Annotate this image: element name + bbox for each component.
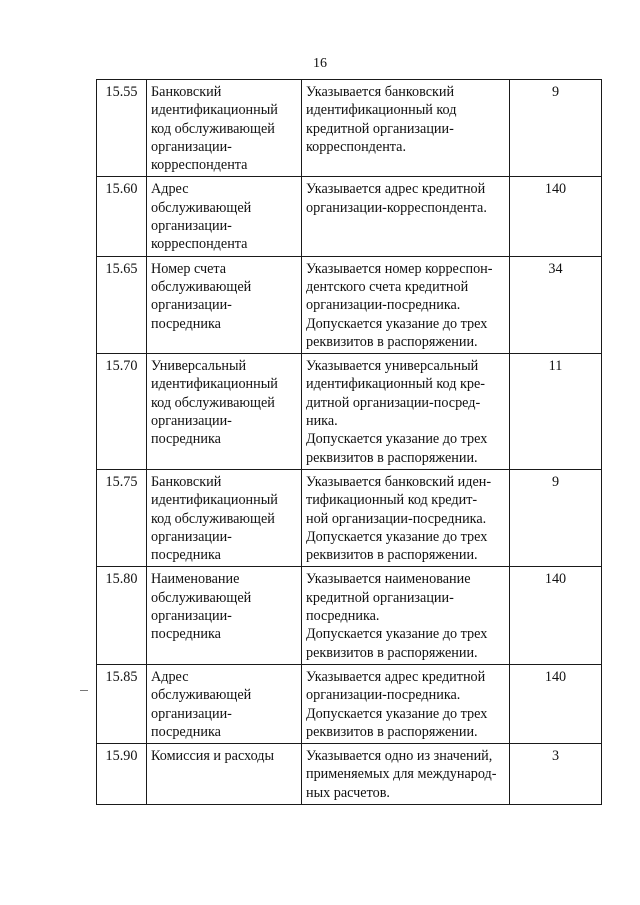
field-name-cell — [147, 744, 302, 805]
field-name-cell-line: организации- — [151, 413, 232, 430]
field-name-cell — [147, 80, 302, 177]
field-name-cell-line: организации- — [151, 705, 232, 722]
description-cell-line: ной организации-посредника. — [306, 510, 487, 527]
description-cell-line: реквизитов в распоряжении. — [306, 547, 478, 564]
description-cell-line: организации-посредника. — [306, 687, 461, 704]
field-name-cell-line: организации- — [151, 218, 232, 235]
page-number: 16 — [313, 56, 327, 71]
max-length-cell: 9 — [510, 469, 602, 566]
description-cell-line: Указывается адрес кредитной — [306, 668, 486, 685]
field-name-cell-line: Наименование — [151, 571, 240, 588]
description-cell-line: тификационный код кредит- — [306, 492, 478, 509]
max-length-cell: 34 — [510, 256, 602, 353]
description-cell-line: реквизитов в распоряжении. — [306, 449, 478, 466]
description-cell — [302, 469, 510, 566]
field-name-cell-line: организации- — [151, 138, 232, 155]
row-number-cell: 15.60 — [97, 177, 147, 256]
description-cell-line: ных расчетов. — [306, 784, 390, 801]
field-name-cell-line: обслуживающей — [151, 199, 252, 216]
field-name-cell-line: посредника — [151, 723, 221, 740]
field-name-cell-line: Адрес — [151, 668, 189, 685]
field-name-cell-line: организации- — [151, 608, 232, 625]
field-name-cell-line: идентификационный — [151, 492, 278, 509]
field-name-cell-line: идентификационный — [151, 376, 278, 393]
description-cell-line: кредитной организации- — [306, 589, 454, 606]
max-length-cell: 140 — [510, 567, 602, 664]
description-cell — [302, 744, 510, 805]
description-cell-line: организации-корреспондента. — [306, 199, 487, 216]
field-name-cell-line: корреспондента — [151, 157, 248, 174]
description-cell-line: применяемых для международ- — [306, 766, 497, 783]
description-cell-line: Допускается указание до трех — [306, 315, 488, 332]
max-length-cell: 140 — [510, 664, 602, 743]
field-name-cell-line: посредника — [151, 626, 221, 643]
description-cell-line: дитной организации-посред- — [306, 394, 481, 411]
description-cell-line: идентификационный код — [306, 102, 457, 119]
description-cell-line: реквизитов в распоряжении. — [306, 644, 478, 661]
description-cell-line: ника. — [306, 413, 338, 430]
max-length-cell: 140 — [510, 177, 602, 256]
field-name-cell-line: идентификационный — [151, 102, 278, 119]
description-cell-line: кредитной организации- — [306, 120, 454, 137]
field-name-cell-line: организации- — [151, 528, 232, 545]
scan-artifact-mark — [80, 690, 88, 691]
description-cell-line: Допускается указание до трех — [306, 705, 488, 722]
description-cell-line: корреспондента. — [306, 138, 407, 155]
description-cell — [302, 567, 510, 664]
description-cell-line: реквизитов в распоряжении. — [306, 723, 478, 740]
description-cell-line: Указывается адрес кредитной — [306, 181, 486, 198]
field-name-cell-line: Универсальный — [151, 358, 247, 375]
table-row — [97, 567, 602, 664]
field-name-cell-line: корреспондента — [151, 236, 248, 253]
field-name-cell-line: Номер счета — [151, 260, 227, 277]
field-name-cell-line: код обслуживающей — [151, 394, 275, 411]
description-cell-line: Указывается банковский иден- — [306, 473, 492, 490]
description-cell-line: Указывается универсальный — [306, 358, 479, 375]
field-name-cell-line: организации- — [151, 297, 232, 314]
description-cell-line: Допускается указание до трех — [306, 431, 488, 448]
field-name-cell-line: Банковский — [151, 473, 222, 490]
row-number-cell: 15.85 — [97, 664, 147, 743]
field-name-cell-line: обслуживающей — [151, 278, 252, 295]
row-number-cell: 15.90 — [97, 744, 147, 805]
requisites-table — [96, 79, 602, 805]
field-name-cell-line: код обслуживающей — [151, 510, 275, 527]
description-cell — [302, 256, 510, 353]
description-cell-line: Указывается наименование — [306, 571, 471, 588]
field-name-cell — [147, 567, 302, 664]
row-number-cell: 15.65 — [97, 256, 147, 353]
field-name-cell-line: Комиссия и расходы — [151, 748, 275, 765]
description-cell-line: реквизитов в распоряжении. — [306, 333, 478, 350]
max-length-cell: 11 — [510, 354, 602, 470]
field-name-cell-line: посредника — [151, 315, 221, 332]
description-cell — [302, 664, 510, 743]
description-cell-line: идентификационный код кре- — [306, 376, 486, 393]
table-row — [97, 744, 602, 805]
description-cell — [302, 354, 510, 470]
max-length-cell: 9 — [510, 80, 602, 177]
description-cell-line: Указывается банковский — [306, 84, 455, 100]
row-number-cell: 15.70 — [97, 354, 147, 470]
field-name-cell-line: посредника — [151, 547, 221, 564]
description-cell-line: Допускается указание до трех — [306, 626, 488, 643]
row-number-cell: 15.75 — [97, 469, 147, 566]
description-cell-line: посредника. — [306, 608, 380, 625]
table-row — [97, 80, 602, 177]
field-name-cell — [147, 177, 302, 256]
table-row — [97, 469, 602, 566]
row-number-cell: 15.80 — [97, 567, 147, 664]
field-name-cell — [147, 664, 302, 743]
description-cell-line: Допускается указание до трех — [306, 528, 488, 545]
table-row — [97, 177, 602, 256]
field-name-cell — [147, 469, 302, 566]
field-name-cell-line: посредника — [151, 431, 221, 448]
field-name-cell-line: код обслуживающей — [151, 120, 275, 137]
field-name-cell-line: обслуживающей — [151, 687, 252, 704]
description-cell-line: организации-посредника. — [306, 297, 461, 314]
max-length-cell: 3 — [510, 744, 602, 805]
table-row — [97, 256, 602, 353]
field-name-cell-line: Банковский — [151, 84, 222, 100]
field-name-cell-line: обслуживающей — [151, 589, 252, 606]
field-name-cell-line: Адрес — [151, 181, 189, 198]
table-row — [97, 354, 602, 470]
description-cell — [302, 177, 510, 256]
field-name-cell — [147, 354, 302, 470]
description-cell-line: Указывается одно из значений, — [306, 748, 493, 765]
description-cell-line: Указывается номер корреспон- — [306, 260, 493, 277]
table-body — [97, 80, 602, 805]
row-number-cell: 15.55 — [97, 80, 147, 177]
description-cell-line: дентского счета кредитной — [306, 278, 469, 295]
table-row — [97, 664, 602, 743]
description-cell — [302, 80, 510, 177]
field-name-cell — [147, 256, 302, 353]
